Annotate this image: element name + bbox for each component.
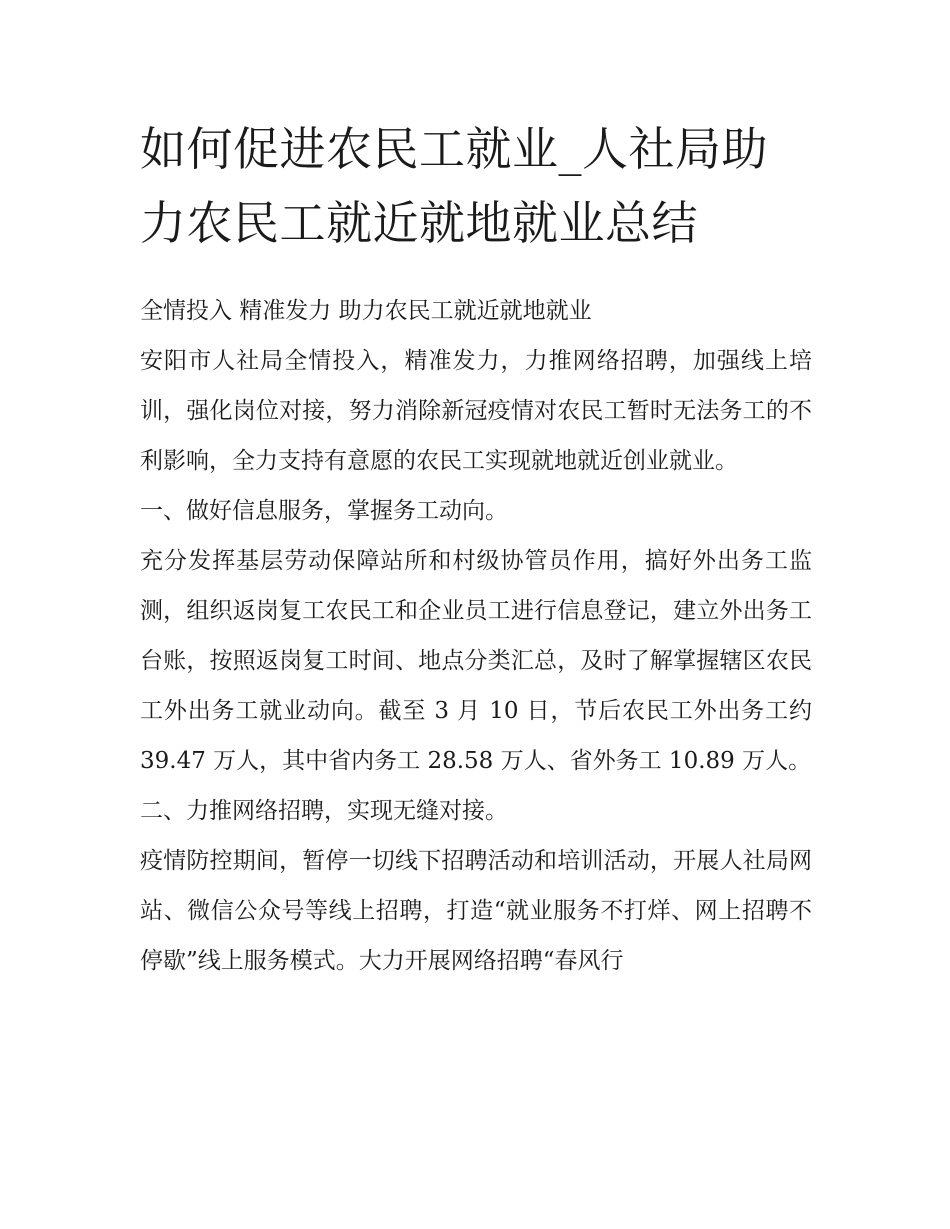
section-2-heading: 二、力推网络招聘，实现无缝对接。 (140, 798, 508, 824)
section-2-paragraph: 疫情防控期间，暂停一切线下招聘活动和培训活动，开展人社局网站、微信公众号等线上招聘，打造“就业服务不打烊、网上招聘不停歇”线上服务模式。大力开展网络招聘“春风行 (140, 848, 812, 974)
document-title: 如何促进农民工就业_人社局助力农民工就近就地就业总结 (140, 122, 768, 250)
document-subtitle: 全情投入 精准发力 助力农民工就近就地就业 (140, 298, 592, 324)
document-page (140, 112, 812, 986)
section-1-heading: 一、做好信息服务，掌握务工动向。 (140, 498, 508, 524)
section-1-paragraph: 充分发挥基层劳动保障站所和村级协管员作用，搞好外出务工监测，组织返岗复工农民工和企业员工进行信息登记，建立外出务工台账，按照返岗复工时间、地点分类汇总，及时了解掌握辖区农民工外出务工就业动向。截至 3 月 10 日，节后农民工外出务工约 39.47 万人，其中省内务工 28.58 万人、省外务工 10.89 万人。 (140, 548, 812, 774)
intro-paragraph: 安阳市人社局全情投入，精准发力，力推网络招聘，加强线上培训，强化岗位对接，努力消除新冠疫情对农民工暂时无法务工的不利影响，全力支持有意愿的农民工实现就地就近创业就业。 (140, 348, 812, 474)
